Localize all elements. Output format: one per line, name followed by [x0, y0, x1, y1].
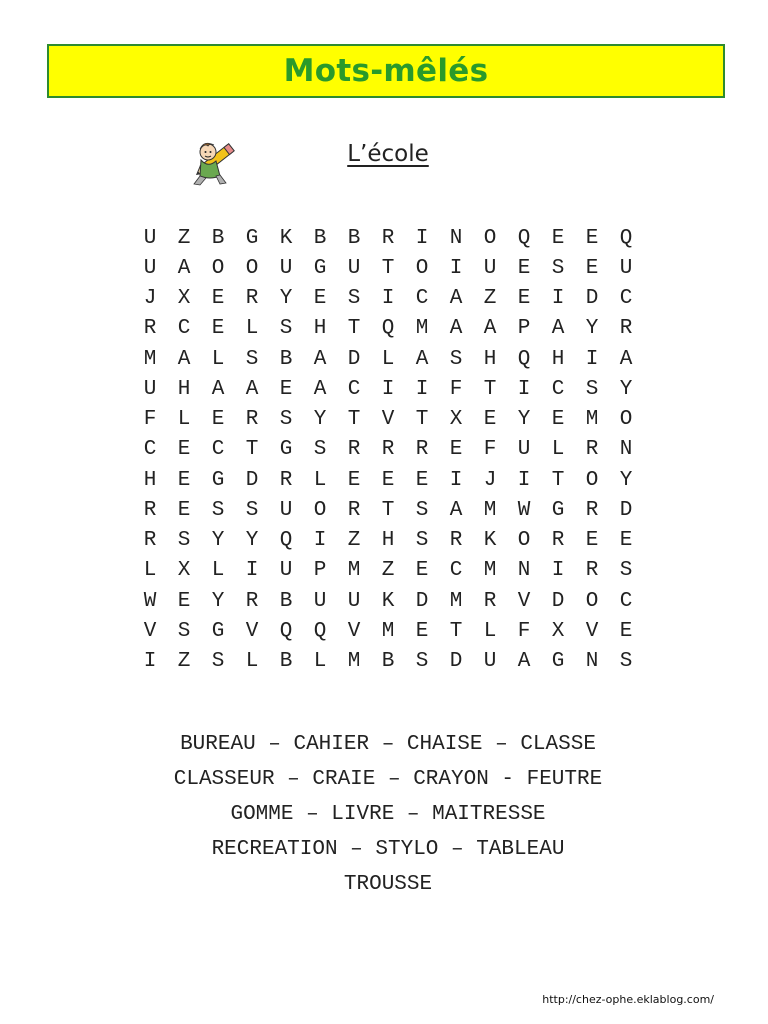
grid-letter: A [313, 377, 327, 401]
grid-letter: C [449, 559, 463, 583]
grid-letter: U [347, 589, 361, 613]
grid-letter: Q [381, 317, 395, 341]
grid-letter: E [551, 226, 565, 250]
grid-letter: X [551, 619, 565, 643]
grid-letter: F [449, 377, 463, 401]
grid-letter: L [313, 468, 327, 492]
grid-letter: R [619, 317, 633, 341]
grid-letter: E [415, 559, 429, 583]
grid-letter: E [449, 438, 463, 462]
grid-letter: Q [517, 347, 531, 371]
grid-letter: H [483, 347, 497, 371]
grid-letter: N [517, 559, 531, 583]
grid-letter: A [415, 347, 429, 371]
grid-letter: B [279, 650, 293, 674]
grid-letter: S [313, 438, 327, 462]
grid-letter: I [551, 559, 565, 583]
grid-letter: I [449, 468, 463, 492]
worksheet-subtitle: L’école [347, 141, 429, 167]
grid-letter: R [381, 438, 395, 462]
footer-url: http://chez-ophe.eklablog.com/ [542, 993, 714, 1006]
grid-letter: E [483, 408, 497, 432]
grid-letter: I [517, 377, 531, 401]
grid-letter: E [415, 468, 429, 492]
grid-letter: G [245, 226, 259, 250]
grid-letter: Q [517, 226, 531, 250]
grid-letter: S [211, 650, 225, 674]
grid-letter: E [177, 589, 191, 613]
grid-letter: W [143, 589, 157, 613]
grid-letter: L [245, 317, 259, 341]
grid-letter: D [347, 347, 361, 371]
grid-letter: A [449, 287, 463, 311]
grid-letter: A [551, 317, 565, 341]
grid-letter: H [177, 377, 191, 401]
grid-letter: L [483, 619, 497, 643]
grid-letter: V [381, 408, 395, 432]
grid-letter: U [279, 256, 293, 280]
grid-letter: E [551, 408, 565, 432]
grid-letter: E [211, 287, 225, 311]
grid-letter: E [517, 287, 531, 311]
grid-letter: R [347, 498, 361, 522]
grid-letter: A [449, 317, 463, 341]
grid-letter: M [347, 650, 361, 674]
grid-letter: Y [211, 589, 225, 613]
grid-letter: X [449, 408, 463, 432]
grid-letter: C [211, 438, 225, 462]
grid-letter: R [585, 438, 599, 462]
grid-letter: O [245, 256, 259, 280]
grid-letter: I [449, 256, 463, 280]
grid-letter: E [517, 256, 531, 280]
grid-letter: J [143, 287, 157, 311]
grid-letter: D [245, 468, 259, 492]
grid-letter: N [619, 438, 633, 462]
grid-letter: A [517, 650, 531, 674]
grid-letter: S [279, 317, 293, 341]
grid-letter: U [143, 377, 157, 401]
grid-letter: E [619, 619, 633, 643]
grid-letter: U [517, 438, 531, 462]
grid-letter: I [143, 650, 157, 674]
grid-letter: E [177, 468, 191, 492]
grid-letter: T [381, 256, 395, 280]
grid-letter: B [347, 226, 361, 250]
grid-letter: T [381, 498, 395, 522]
grid-letter: O [517, 529, 531, 553]
grid-letter: Y [619, 377, 633, 401]
grid-letter: R [449, 529, 463, 553]
grid-letter: T [415, 408, 429, 432]
grid-letter: D [415, 589, 429, 613]
grid-letter: L [177, 408, 191, 432]
grid-letter: V [347, 619, 361, 643]
grid-letter: M [483, 498, 497, 522]
grid-letter: U [619, 256, 633, 280]
grid-letter: S [347, 287, 361, 311]
grid-letter: U [483, 650, 497, 674]
grid-letter: I [415, 377, 429, 401]
grid-letter: N [449, 226, 463, 250]
grid-letter: X [177, 559, 191, 583]
grid-letter: F [143, 408, 157, 432]
grid-letter: M [347, 559, 361, 583]
grid-letter: J [483, 468, 497, 492]
grid-letter: S [415, 498, 429, 522]
grid-letter: I [415, 226, 429, 250]
grid-letter: H [551, 347, 565, 371]
word-list-line: CLASSEUR – CRAIE – CRAYON - FEUTRE [173, 768, 603, 791]
grid-letter: U [143, 256, 157, 280]
grid-letter: Q [279, 529, 293, 553]
grid-letter: C [143, 438, 157, 462]
grid-letter: D [449, 650, 463, 674]
grid-letter: E [381, 468, 395, 492]
grid-letter: R [585, 559, 599, 583]
grid-letter: R [245, 408, 259, 432]
grid-letter: C [415, 287, 429, 311]
grid-letter: C [551, 377, 565, 401]
grid-letter: K [483, 529, 497, 553]
grid-letter: B [279, 589, 293, 613]
grid-letter: T [483, 377, 497, 401]
grid-letter: G [211, 619, 225, 643]
grid-letter: A [619, 347, 633, 371]
grid-letter: T [245, 438, 259, 462]
grid-letter: M [415, 317, 429, 341]
grid-letter: G [211, 468, 225, 492]
grid-letter: S [619, 559, 633, 583]
grid-letter: S [245, 498, 259, 522]
grid-letter: M [143, 347, 157, 371]
grid-letter: L [381, 347, 395, 371]
grid-letter: D [585, 287, 599, 311]
grid-letter: I [585, 347, 599, 371]
grid-letter: Y [619, 468, 633, 492]
grid-letter: V [585, 619, 599, 643]
grid-letter: U [143, 226, 157, 250]
grid-letter: S [279, 408, 293, 432]
grid-letter: E [313, 287, 327, 311]
grid-letter: L [245, 650, 259, 674]
grid-letter: Z [177, 650, 191, 674]
grid-letter: C [619, 589, 633, 613]
grid-letter: D [551, 589, 565, 613]
word-list-line: GOMME – LIVRE – MAITRESSE [230, 803, 546, 826]
grid-letter: F [517, 619, 531, 643]
grid-letter: R [245, 589, 259, 613]
grid-letter: B [279, 347, 293, 371]
grid-letter: E [585, 226, 599, 250]
grid-letter: E [619, 529, 633, 553]
grid-letter: S [619, 650, 633, 674]
grid-letter: I [551, 287, 565, 311]
grid-letter: Y [245, 529, 259, 553]
grid-letter: R [143, 529, 157, 553]
grid-letter: I [245, 559, 259, 583]
grid-letter: A [177, 347, 191, 371]
grid-letter: R [143, 317, 157, 341]
grid-letter: O [619, 408, 633, 432]
grid-letter: E [347, 468, 361, 492]
grid-letter: Y [313, 408, 327, 432]
grid-letter: L [313, 650, 327, 674]
grid-letter: R [347, 438, 361, 462]
page-title: Mots-mêlés [283, 53, 489, 89]
grid-letter: G [551, 498, 565, 522]
grid-letter: G [279, 438, 293, 462]
grid-letter: A [449, 498, 463, 522]
word-search-grid [133, 223, 643, 677]
word-list-line: RECREATION – STYLO – TABLEAU [211, 838, 565, 861]
grid-letter: V [517, 589, 531, 613]
grid-letter: W [517, 498, 531, 522]
grid-letter: H [381, 529, 395, 553]
grid-letter: I [381, 377, 395, 401]
grid-letter: H [313, 317, 327, 341]
grid-letter: Z [381, 559, 395, 583]
grid-letter: L [143, 559, 157, 583]
grid-letter: P [517, 317, 531, 341]
grid-letter: Q [313, 619, 327, 643]
grid-letter: Q [279, 619, 293, 643]
grid-letter: T [347, 317, 361, 341]
grid-letter: Y [517, 408, 531, 432]
grid-letter: I [517, 468, 531, 492]
grid-letter: L [211, 559, 225, 583]
grid-letter: T [347, 408, 361, 432]
grid-letter: E [585, 256, 599, 280]
grid-letter: I [313, 529, 327, 553]
grid-letter: S [415, 650, 429, 674]
grid-letter: S [245, 347, 259, 371]
grid-letter: E [177, 498, 191, 522]
grid-letter: B [381, 650, 395, 674]
grid-letter: S [211, 498, 225, 522]
grid-letter: S [415, 529, 429, 553]
grid-letter: E [211, 408, 225, 432]
grid-letter: S [551, 256, 565, 280]
grid-letter: V [245, 619, 259, 643]
grid-letter: R [415, 438, 429, 462]
grid-letter: T [551, 468, 565, 492]
title-banner [47, 44, 725, 98]
grid-letter: Q [619, 226, 633, 250]
grid-letter: U [279, 559, 293, 583]
grid-letter: A [211, 377, 225, 401]
grid-letter: L [211, 347, 225, 371]
grid-letter: G [551, 650, 565, 674]
grid-letter: E [211, 317, 225, 341]
grid-letter: M [381, 619, 395, 643]
grid-letter: O [211, 256, 225, 280]
grid-letter: I [381, 287, 395, 311]
grid-letter: U [347, 256, 361, 280]
grid-letter: R [585, 498, 599, 522]
grid-letter: Z [177, 226, 191, 250]
grid-letter: O [585, 468, 599, 492]
grid-letter: R [245, 287, 259, 311]
grid-letter: O [415, 256, 429, 280]
grid-letter: A [313, 347, 327, 371]
grid-letter: M [449, 589, 463, 613]
grid-letter: P [313, 559, 327, 583]
grid-letter: X [177, 287, 191, 311]
grid-letter: U [279, 498, 293, 522]
word-list [0, 727, 768, 902]
grid-letter: N [585, 650, 599, 674]
grid-letter: C [619, 287, 633, 311]
grid-letter: A [483, 317, 497, 341]
grid-letter: Z [483, 287, 497, 311]
grid-letter: V [143, 619, 157, 643]
grid-letter: S [177, 619, 191, 643]
grid-letter: E [415, 619, 429, 643]
grid-letter: O [483, 226, 497, 250]
grid-letter: Y [585, 317, 599, 341]
grid-letter: A [177, 256, 191, 280]
grid-letter: R [381, 226, 395, 250]
grid-letter: R [279, 468, 293, 492]
grid-letter: Y [211, 529, 225, 553]
grid-letter: C [347, 377, 361, 401]
grid-letter: L [551, 438, 565, 462]
grid-letter: F [483, 438, 497, 462]
word-list-line: TROUSSE [343, 873, 433, 896]
grid-letter: O [585, 589, 599, 613]
grid-letter: U [483, 256, 497, 280]
grid-letter: Z [347, 529, 361, 553]
grid-letter: E [279, 377, 293, 401]
grid-letter: K [381, 589, 395, 613]
grid-letter: B [211, 226, 225, 250]
grid-letter: G [313, 256, 327, 280]
grid-letter: H [143, 468, 157, 492]
grid-letter: M [585, 408, 599, 432]
grid-letter: Y [279, 287, 293, 311]
grid-letter: B [313, 226, 327, 250]
grid-letter: E [177, 438, 191, 462]
grid-letter: E [585, 529, 599, 553]
grid-letter: U [313, 589, 327, 613]
grid-letter: R [551, 529, 565, 553]
grid-letter: T [449, 619, 463, 643]
grid-letter: S [449, 347, 463, 371]
grid-letter: K [279, 226, 293, 250]
grid-letter: R [483, 589, 497, 613]
grid-letter: A [245, 377, 259, 401]
grid-letter: D [619, 498, 633, 522]
grid-letter: O [313, 498, 327, 522]
grid-letter: S [585, 377, 599, 401]
word-list-line: BUREAU – CAHIER – CHAISE – CLASSE [180, 733, 596, 756]
grid-letter: R [143, 498, 157, 522]
grid-letter: M [483, 559, 497, 583]
grid-letter: S [177, 529, 191, 553]
grid-letter: C [177, 317, 191, 341]
